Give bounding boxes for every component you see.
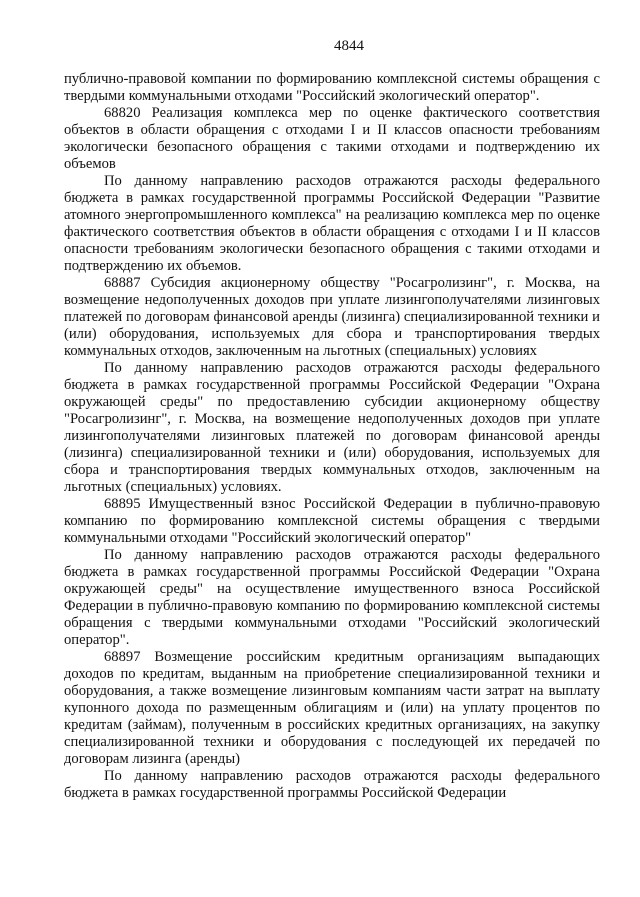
paragraph-68820-heading: 68820 Реализация комплекса мер по оценке фактического соответствия объектов в области обращения с отходами I и II классов опасности требованиям экологически безопасного обращения с такими отходами и подтверждению их объемов xyxy=(64,105,600,172)
paragraph-68897-description: По данному направлению расходов отражаются расходы федерального бюджета в рамках государственной программы Российской Федерации xyxy=(64,768,600,801)
paragraph-68897-heading: 68897 Возмещение российским кредитным организациям выпадающих доходов по кредитам, выданным на приобретение специализированной техники и оборудования, а также возмещение лизинговым компаниям части затрат на выплату купонного дохода по размещенным облигациям и (или) на уплату процентов по кредитам (займам), полученным в российских кредитных организациях, на закупку специализированной техники и оборудования с последующей их передачей по договорам лизинга (аренды) xyxy=(64,649,600,767)
paragraph-68820-description: По данному направлению расходов отражаются расходы федерального бюджета в рамках государственной программы Российской Федерации "Развитие атомного энергопромышленного комплекса" на реализацию комплекса мер по оценке фактического соответствия объектов в области обращения с отходами I и II классов опасности требованиям экологически безопасного обращения с такими отходами и подтверждению их объемов. xyxy=(64,173,600,274)
paragraph-68887-heading: 68887 Субсидия акционерному обществу "Росагролизинг", г. Москва, на возмещение недополученных доходов при уплате лизингополучателями лизинговых платежей по договорам финансовой аренды (лизинга) специализированной техники и (или) оборудования, используемых для сбора и транспортирования твердых коммунальных отходов, заключенным на льготных (специальных) условиях xyxy=(64,275,600,359)
paragraph-68887-description: По данному направлению расходов отражаются расходы федерального бюджета в рамках государственной программы Российской Федерации "Охрана окружающей среды" по предоставлению субсидии акционерному обществу "Росагролизинг", г. Москва, на возмещение недополученных доходов при уплате лизингополучателями лизинговых платежей по договорам финансовой аренды (лизинга) специализированной техники и (или) оборудования, используемых для сбора и транспортирования твердых коммунальных отходов, заключенным на льготных (специальных) условиях. xyxy=(64,360,600,495)
paragraph-continuation: публично-правовой компании по формированию комплексной системы обращения с твердыми коммунальными отходами "Российский экологический оператор". xyxy=(64,71,600,104)
page-number: 4844 xyxy=(334,38,364,54)
paragraph-68895-heading: 68895 Имущественный взнос Российской Федерации в публично-правовую компанию по формированию комплексной системы обращения с твердыми коммунальными отходами "Российский экологический оператор" xyxy=(64,496,600,546)
paragraph-68895-description: По данному направлению расходов отражаются расходы федерального бюджета в рамках государственной программы Российской Федерации "Охрана окружающей среды" на осуществление имущественного взноса Российской Федерации в публично-правовую компанию по формированию комплексной системы обращения с твердыми коммунальными отходами "Российский экологический оператор". xyxy=(64,547,600,648)
